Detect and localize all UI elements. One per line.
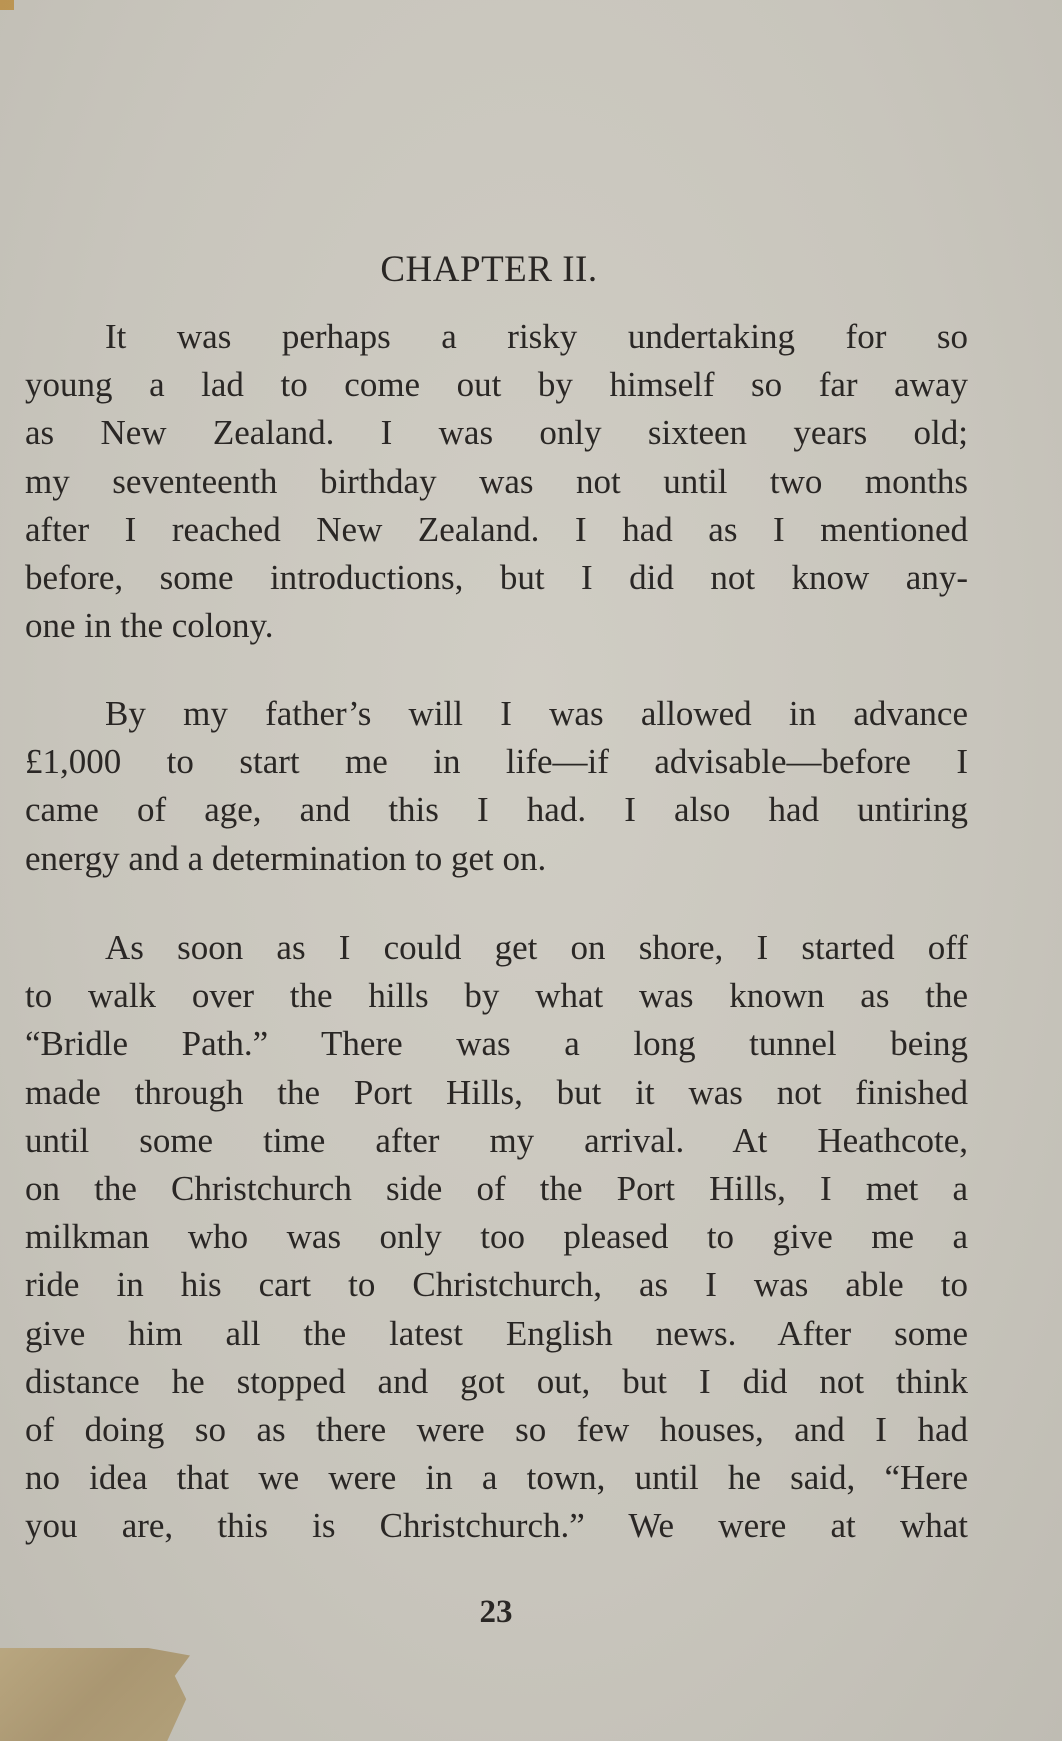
paragraph-1 <box>25 313 968 650</box>
text-line: made through the Port Hills, but it was not finished <box>25 1072 968 1112</box>
text-line: distance he stopped and got out, but I did not think <box>25 1361 968 1401</box>
text-line: As soon as I could get on shore, I started off <box>105 928 968 967</box>
text-line: give him all the latest English news. After some <box>25 1313 968 1353</box>
text-line: £1,000 to start me in life—if advisable—before I <box>25 742 968 782</box>
text-line: to walk over the hills by what was known as the <box>25 976 968 1016</box>
text-line: you are, this is Christchurch.” We were at what <box>25 1506 968 1546</box>
paragraph-3 <box>25 924 968 1551</box>
chapter-heading: CHAPTER II. <box>380 249 598 290</box>
text-line: before, some introductions, but I did not know any- <box>25 558 968 598</box>
text-line: came of age, and this I had. I also had untiring <box>25 790 968 830</box>
page-number: 23 <box>479 1594 513 1630</box>
paragraph-2 <box>25 690 968 883</box>
text-line: By my father’s will I was allowed in advance <box>105 694 968 733</box>
paper-stain-top <box>0 0 14 10</box>
text-line: no idea that we were in a town, until he said, “Here <box>25 1458 968 1498</box>
text-line: energy and a determination to get on. <box>25 838 547 878</box>
text-line: ride in his cart to Christchurch, as I was able to <box>25 1265 968 1305</box>
text-line: of doing so as there were so few houses, and I had <box>25 1410 968 1450</box>
paper-stain-bottom <box>0 1648 190 1741</box>
text-line: after I reached New Zealand. I had as I mentioned <box>25 509 968 549</box>
text-line: “Bridle Path.” There was a long tunnel being <box>25 1024 968 1064</box>
text-line: It was perhaps a risky undertaking for so <box>105 317 968 356</box>
text-line: until some time after my arrival. At Heathcote, <box>25 1120 968 1160</box>
text-line: young a lad to come out by himself so far away <box>25 365 968 405</box>
text-line: milkman who was only too pleased to give me a <box>25 1217 968 1257</box>
text-line: one in the colony. <box>25 606 274 646</box>
text-line: my seventeenth birthday was not until two months <box>25 461 968 501</box>
text-line: as New Zealand. I was only sixteen years old; <box>25 413 968 453</box>
text-line: on the Christchurch side of the Port Hills, I met a <box>25 1169 968 1209</box>
